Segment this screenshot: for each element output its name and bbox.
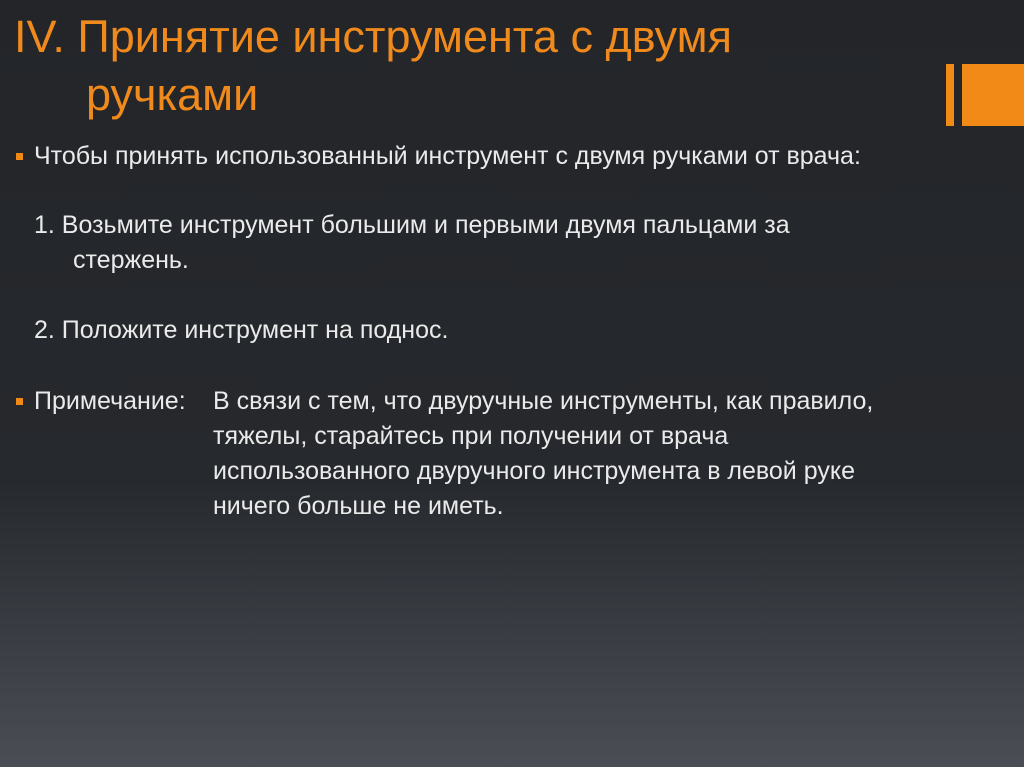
step-2: 2. Положите инструмент на поднос. [34, 316, 449, 344]
note-label: Примечание: [34, 387, 186, 415]
slide-title [14, 8, 914, 124]
accent-bar-thin [946, 64, 954, 126]
slide-title-line-2: ручками [86, 69, 259, 120]
bullet-marker [16, 153, 23, 160]
note-line-1: В связи с тем, что двуручные инструменты, как правило, [213, 387, 874, 415]
bullet-text-intro: Чтобы принять использованный инструмент с двумя ручками от врача: [34, 142, 861, 170]
slide-title-line-1: IV. Принятие инструмента с двумя [14, 11, 732, 62]
note-line-3: использованного двуручного инструмента в левой руке [213, 457, 855, 485]
note-line-4: ничего больше не иметь. [213, 492, 504, 520]
step-1-line-2: стержень. [73, 246, 189, 274]
note-line-2: тяжелы, старайтесь при получении от врача [213, 422, 729, 450]
step-1-line-1: 1. Возьмите инструмент большим и первыми двумя пальцами за [34, 211, 790, 239]
bullet-marker [16, 398, 23, 405]
accent-bar-thick [962, 64, 1024, 126]
